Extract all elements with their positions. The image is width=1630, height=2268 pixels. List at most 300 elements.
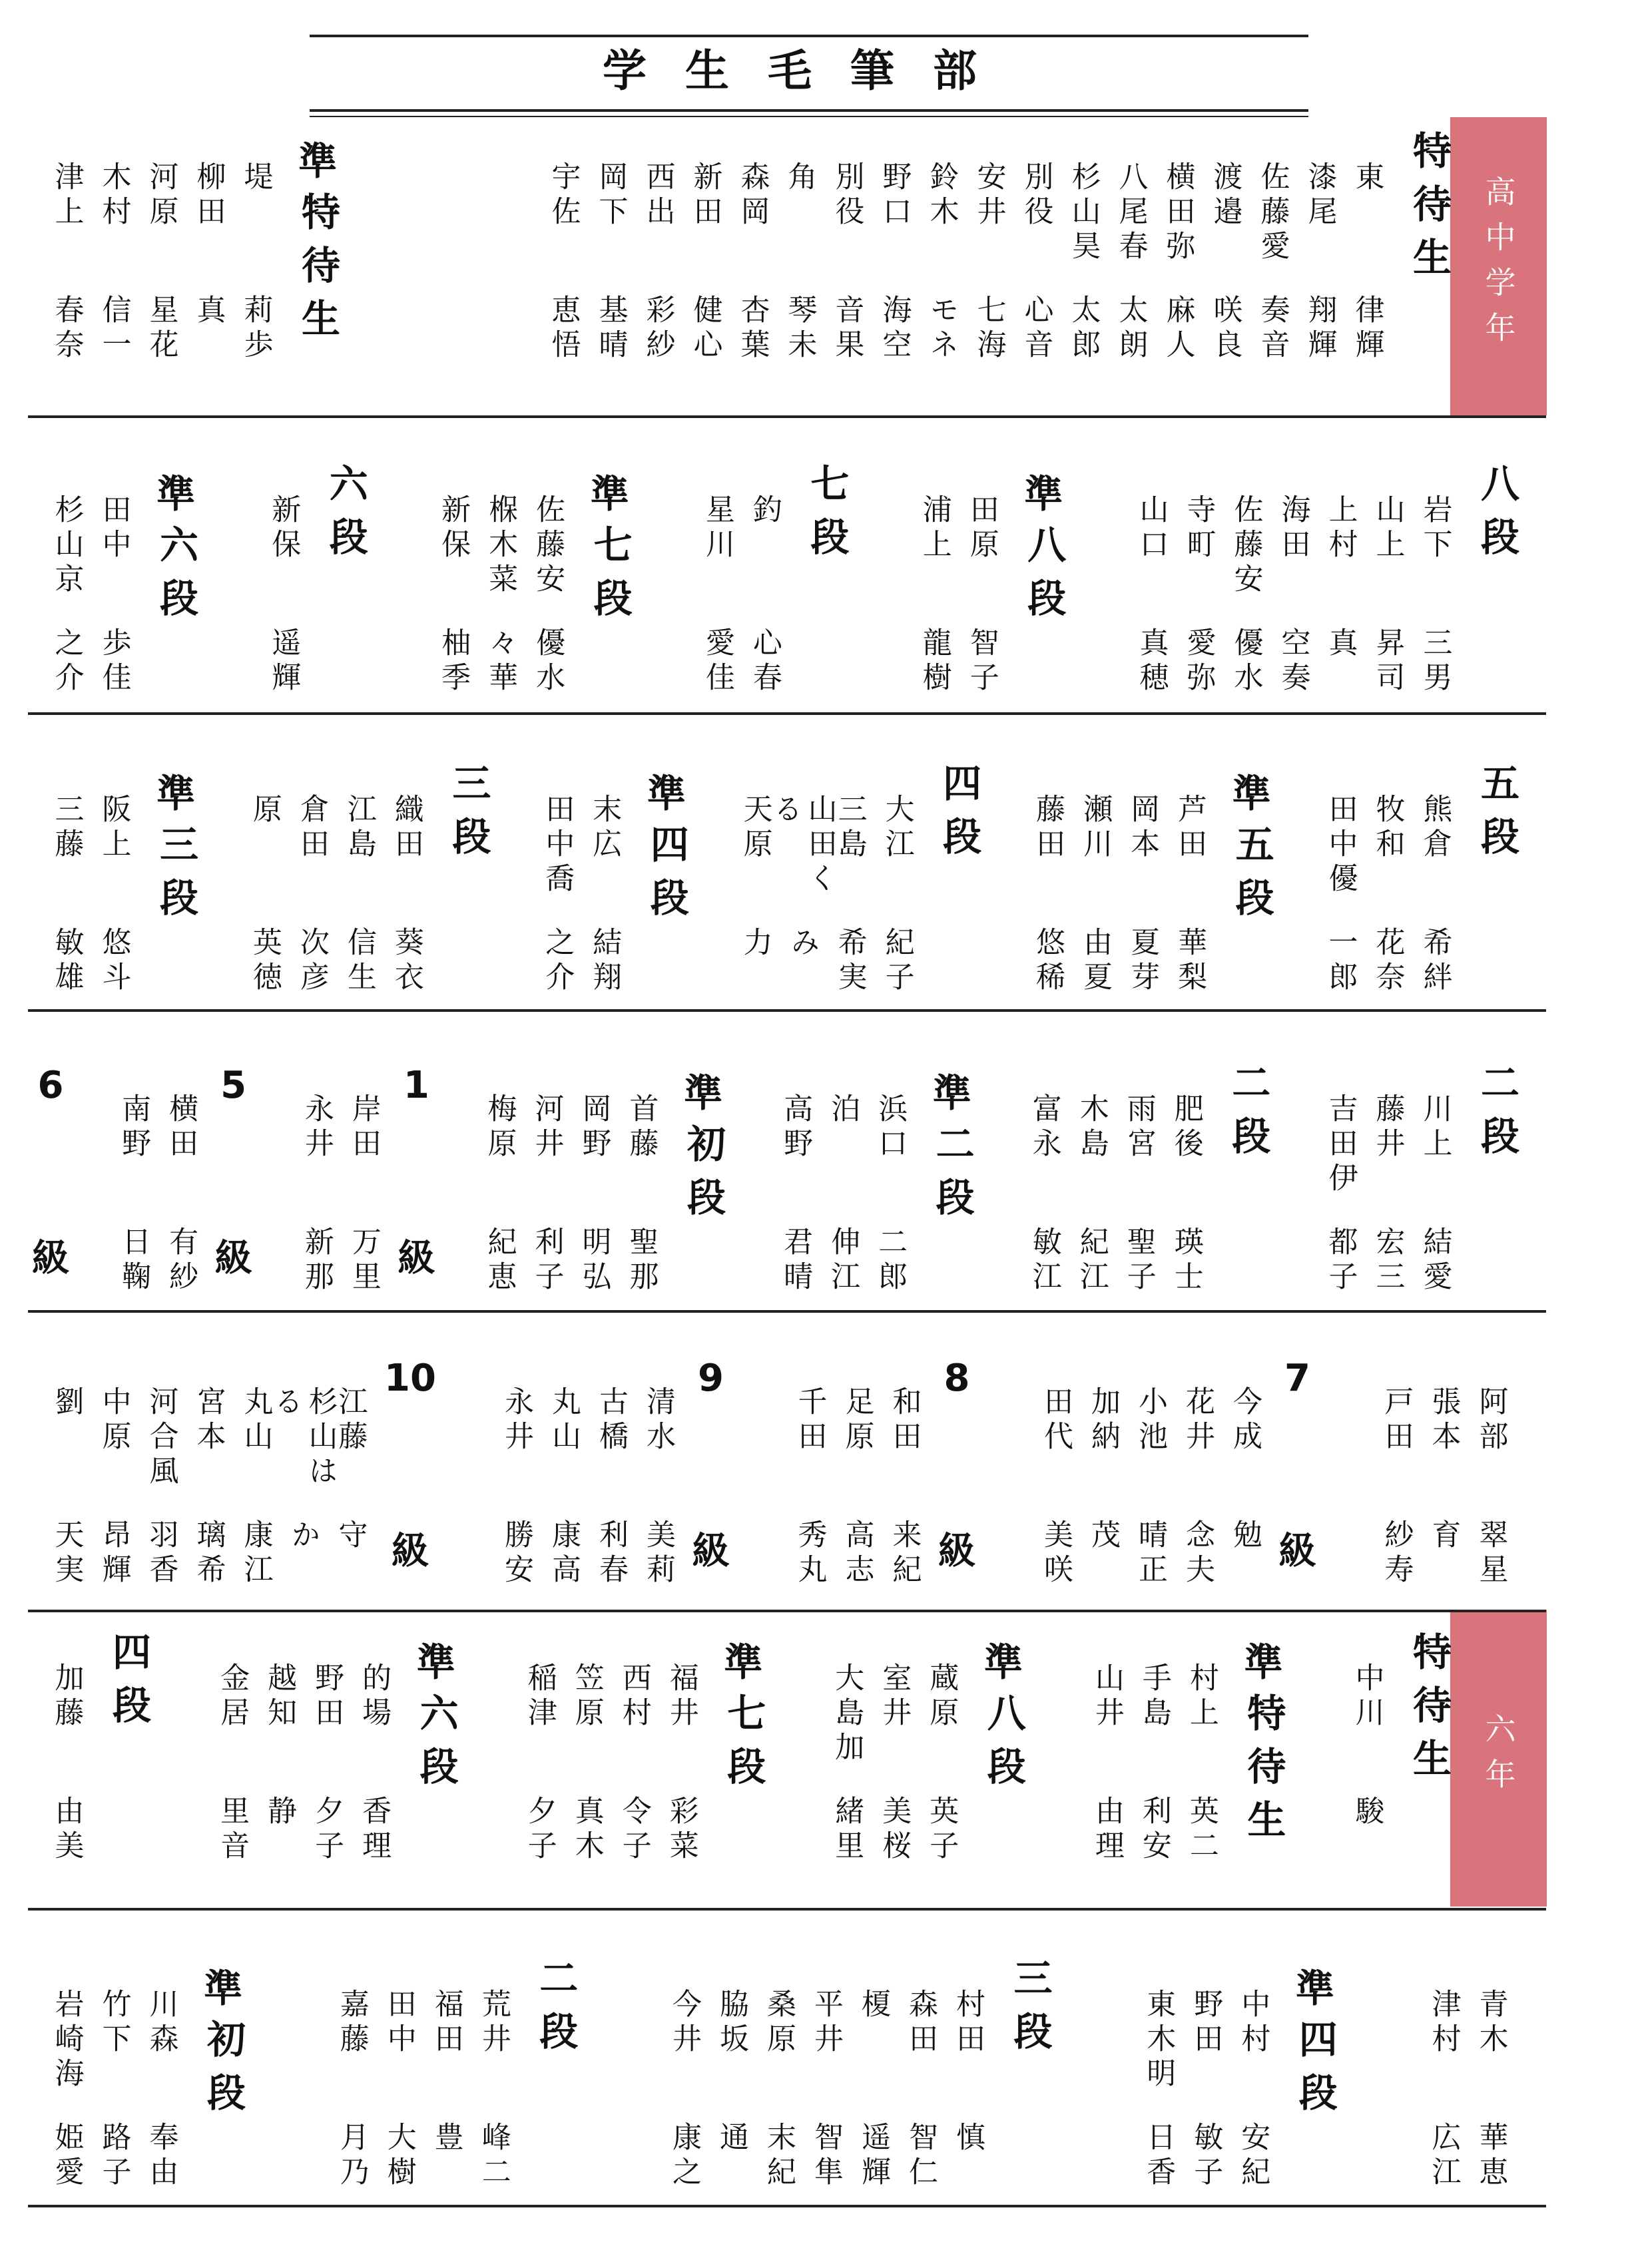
student-name <box>157 1093 204 1295</box>
kyu-label: 級 <box>1278 1530 1316 1573</box>
family-name: 足原 <box>840 1386 874 1455</box>
family-name: 川上 <box>1418 1093 1452 1162</box>
section-divider <box>28 1908 1546 1911</box>
student-name <box>1083 1662 1130 1865</box>
given-name: 々華 <box>483 627 518 696</box>
family-name: 横田弥 <box>1161 161 1195 265</box>
rank-group <box>282 1058 435 1295</box>
given-name: 華恵 <box>1474 2122 1508 2191</box>
family-name: 千田 <box>792 1386 827 1455</box>
name-list <box>515 1628 704 1865</box>
given-name: 康江 <box>238 1519 273 1588</box>
student-name <box>1316 1093 1364 1295</box>
name-list <box>43 1351 374 1588</box>
given-name: 希実 <box>832 927 867 996</box>
rank-group <box>32 759 204 996</box>
given-name: 遥輝 <box>856 2122 890 2191</box>
rank-prefix: 準 <box>416 1640 455 1685</box>
student-name <box>1024 794 1071 996</box>
student-name <box>581 794 628 996</box>
rank-heading <box>675 1058 731 1230</box>
rank-heading <box>715 1628 771 1799</box>
family-name: 高野 <box>778 1093 813 1162</box>
family-name: 梅原 <box>482 1093 517 1162</box>
rank-heading <box>1015 459 1071 631</box>
family-name: 木村 <box>97 161 131 230</box>
family-name: 山田くる <box>768 794 837 897</box>
family-name: 織田 <box>389 794 423 863</box>
given-name: 之介 <box>49 627 84 696</box>
student-name <box>1364 494 1411 696</box>
given-name: 紗寿 <box>1379 1519 1414 1588</box>
given-name: 信生 <box>342 927 376 996</box>
student-name <box>382 794 429 996</box>
family-name: 杉山はる <box>268 1386 338 1490</box>
rank-title: 六段 <box>322 463 368 570</box>
given-name: 咲良 <box>1208 294 1242 363</box>
rank-heading <box>1278 1351 1316 1575</box>
student-name <box>823 161 870 363</box>
given-name: 明弘 <box>577 1226 611 1295</box>
student-name <box>1372 1386 1420 1588</box>
given-name: 由夏 <box>1078 927 1113 996</box>
given-name: 七海 <box>971 294 1006 363</box>
student-name <box>957 494 1005 696</box>
rank-prefix: 準 <box>683 1070 722 1116</box>
given-name: か <box>286 1519 320 1554</box>
student-name <box>1107 161 1154 363</box>
given-name: 太朗 <box>1113 294 1148 363</box>
student-name <box>1364 794 1411 996</box>
student-name <box>823 1662 870 1865</box>
name-list <box>772 1058 914 1295</box>
student-name <box>1067 1093 1115 1295</box>
student-name <box>1130 1662 1177 1865</box>
kyu-label: 級 <box>692 1530 730 1573</box>
family-name: 東木明 <box>1141 1988 1176 2092</box>
rank-heading <box>101 1628 156 1738</box>
rank-group <box>1362 1351 1525 1588</box>
given-name: 夕子 <box>310 1795 344 1865</box>
rank-group <box>650 1954 1058 2191</box>
family-name: 三藤 <box>49 794 84 863</box>
family-name: 富永 <box>1027 1093 1061 1162</box>
name-list <box>539 126 1390 363</box>
name-list <box>1420 1954 1514 2191</box>
family-name: 江島 <box>342 794 376 863</box>
name-list <box>292 1058 387 1295</box>
given-name: 峰二 <box>476 2122 511 2191</box>
student-name <box>1201 161 1248 363</box>
given-name: 育 <box>1426 1519 1461 1554</box>
family-name: 森岡 <box>735 161 770 230</box>
kyu-label: 級 <box>32 1237 69 1280</box>
family-name: 渡邉 <box>1208 161 1242 230</box>
given-name: 真木 <box>569 1795 604 1865</box>
rank-group <box>523 759 694 996</box>
rank-heading <box>582 459 638 631</box>
family-name: 釣 <box>747 494 782 529</box>
given-name: 勝安 <box>499 1519 533 1588</box>
given-name: 夏芽 <box>1125 927 1160 996</box>
given-name: 敏雄 <box>49 927 84 996</box>
rank-heading <box>527 1954 583 2064</box>
student-name <box>661 1988 708 2191</box>
family-name: 末広 <box>587 794 622 863</box>
section-row <box>32 1058 1525 1295</box>
family-name: 倉田 <box>294 794 329 863</box>
rank-heading <box>1220 1058 1276 1169</box>
family-name: 今井 <box>667 1988 701 2058</box>
name-list <box>1024 759 1213 996</box>
given-name: 智隼 <box>809 2122 843 2191</box>
family-name: 山上 <box>1370 494 1405 563</box>
family-name: 藤田 <box>1031 794 1065 863</box>
student-name <box>1420 1386 1467 1588</box>
given-name: 伸江 <box>826 1226 860 1295</box>
name-list <box>43 759 137 996</box>
rank-title: 初段 <box>680 1124 726 1230</box>
student-name <box>515 1662 563 1865</box>
family-name: 田原 <box>964 494 999 563</box>
student-name <box>240 794 288 996</box>
family-name: 熊倉 <box>1418 794 1452 863</box>
rank-group <box>1332 1628 1457 1830</box>
family-name: 阿部 <box>1474 1386 1508 1455</box>
student-name <box>965 161 1012 363</box>
family-name: 椺木菜 <box>483 494 518 598</box>
given-name: 英徳 <box>247 927 282 996</box>
family-name: 荒井 <box>476 1988 511 2058</box>
given-name: 由美 <box>49 1795 84 1865</box>
family-name: 河合風 <box>144 1386 178 1490</box>
family-name: 越知 <box>262 1662 297 1731</box>
name-list <box>1135 1954 1276 2191</box>
family-name: 杉山昊 <box>1066 161 1101 265</box>
student-name <box>43 1988 90 2191</box>
given-name: 星花 <box>144 294 178 363</box>
given-name: 璃希 <box>191 1519 226 1588</box>
given-name: 天実 <box>49 1519 84 1588</box>
student-name <box>326 1386 374 1588</box>
rank-group <box>198 1628 464 1865</box>
rank-heading <box>148 459 204 631</box>
student-name <box>1316 494 1364 696</box>
given-name: 君晴 <box>778 1226 813 1295</box>
given-name: 康之 <box>667 2122 701 2191</box>
rank-group <box>529 126 1457 363</box>
student-name <box>740 494 788 696</box>
family-name: 中村 <box>1236 1988 1270 2058</box>
given-name: 姫愛 <box>49 2122 84 2191</box>
family-name: 野口 <box>877 161 912 230</box>
given-name: 昇司 <box>1370 627 1405 696</box>
kyu-label: 級 <box>214 1237 252 1280</box>
section-divider <box>28 1610 1546 1612</box>
student-name <box>137 1988 184 2191</box>
rank-group <box>249 459 374 696</box>
rank-heading <box>398 1058 435 1282</box>
family-name: 丸山 <box>546 1386 581 1455</box>
given-name: 花奈 <box>1370 927 1405 996</box>
rank-group <box>1306 759 1525 996</box>
section-divider <box>28 1009 1546 1012</box>
name-list <box>492 1351 681 1588</box>
student-name <box>137 1386 184 1588</box>
rank-heading <box>215 1058 252 1282</box>
name-list <box>1031 1351 1268 1588</box>
rank-group <box>465 1058 731 1295</box>
family-name: 室井 <box>877 1662 912 1731</box>
given-name: 都子 <box>1323 1226 1358 1295</box>
given-name: 夕子 <box>522 1795 557 1865</box>
rank-title: 初段 <box>200 2019 246 2126</box>
family-name: 田代 <box>1038 1386 1073 1455</box>
student-name <box>375 1988 422 2191</box>
section-divider <box>28 1310 1546 1313</box>
student-name <box>850 1988 897 2191</box>
name-list <box>533 759 628 996</box>
given-name: 愛佳 <box>700 627 734 696</box>
given-name: 英子 <box>924 1795 959 1865</box>
kyu-number: 7 <box>1284 1357 1310 1400</box>
rank-group <box>775 1351 975 1588</box>
student-name <box>303 1662 350 1865</box>
family-name: 新保 <box>266 494 301 563</box>
family-name: 岩下 <box>1418 494 1452 563</box>
family-name: 福田 <box>429 1988 463 2058</box>
family-name: 野田 <box>310 1662 344 1731</box>
given-name: 利子 <box>529 1226 564 1295</box>
student-name <box>1020 1093 1067 1295</box>
rank-group <box>32 126 346 363</box>
name-list <box>43 126 279 363</box>
student-name <box>1343 161 1390 363</box>
family-name: 安井 <box>971 161 1006 230</box>
given-name: 慎 <box>951 2122 985 2156</box>
name-list <box>1343 1628 1390 1830</box>
rank-title: 八段 <box>980 1693 1026 1799</box>
given-name: 龍樹 <box>917 627 951 696</box>
given-name: 愛弥 <box>1181 627 1216 696</box>
rank-prefix: 準 <box>1295 1966 1334 2011</box>
name-list <box>693 459 788 696</box>
family-name: 小池 <box>1133 1386 1167 1455</box>
given-name: 翔輝 <box>1302 294 1337 363</box>
rank-group <box>1409 1954 1525 2191</box>
given-name: 希絆 <box>1418 927 1452 996</box>
rank-prefix: 準 <box>1244 1640 1283 1685</box>
family-name: 田中 <box>382 1988 416 2058</box>
student-name <box>910 494 957 696</box>
family-name: 新田 <box>688 161 722 230</box>
given-name: 信一 <box>97 294 131 363</box>
rank-title: 三段 <box>153 824 198 931</box>
rank-heading <box>1235 1628 1291 1853</box>
student-name <box>475 1093 523 1295</box>
kyu-label: 級 <box>938 1530 975 1573</box>
family-name: 田中 <box>97 494 131 563</box>
student-name <box>681 161 728 363</box>
given-name: 麻人 <box>1161 294 1195 363</box>
name-list <box>910 459 1005 696</box>
family-name: 雨宮 <box>1121 1093 1156 1162</box>
student-name <box>634 1386 681 1588</box>
family-name: 阪上 <box>97 794 131 863</box>
given-name: み <box>785 927 820 961</box>
given-name: 茂 <box>1085 1519 1120 1554</box>
family-name: 福井 <box>664 1662 698 1731</box>
given-name: 敏子 <box>1189 2122 1223 2191</box>
kyu-number: 6 <box>37 1064 64 1107</box>
given-name: 勉 <box>1227 1519 1262 1554</box>
family-name: 岩崎海 <box>49 1988 84 2092</box>
student-name <box>1127 494 1175 696</box>
given-name: 柚季 <box>436 627 471 696</box>
sixth-grade-tab: 六年 <box>1450 1610 1547 1907</box>
family-name: 加藤 <box>49 1662 84 1731</box>
family-name: 浜口 <box>873 1093 908 1162</box>
student-name <box>802 1988 850 2191</box>
given-name: 日香 <box>1141 2122 1176 2191</box>
student-name <box>617 1093 665 1295</box>
family-name: 森田 <box>904 1988 938 2058</box>
rank-group <box>32 1351 436 1588</box>
rank-title: 六段 <box>153 525 198 631</box>
name-list <box>1020 1058 1209 1295</box>
student-name <box>1343 1662 1390 1830</box>
name-list <box>1083 1628 1224 1865</box>
family-name: 杉山京 <box>49 494 84 598</box>
rank-heading <box>1469 1058 1525 1169</box>
name-list <box>475 1058 665 1295</box>
student-name <box>880 1386 928 1588</box>
rank-title: 二段 <box>533 1958 579 2064</box>
family-name: 岡下 <box>593 161 628 230</box>
given-name: 真 <box>1323 627 1358 662</box>
rank-group <box>761 1058 980 1295</box>
rank-prefix: 準 <box>590 471 629 517</box>
family-name: 加納 <box>1085 1386 1120 1455</box>
family-name: 東 <box>1350 161 1384 196</box>
student-name <box>90 794 137 996</box>
student-name <box>1119 794 1166 996</box>
family-name: 山井 <box>1089 1662 1124 1731</box>
family-name: 泊 <box>826 1093 860 1128</box>
rank-heading <box>975 1628 1031 1799</box>
student-name <box>873 794 920 996</box>
student-name <box>1031 1386 1079 1588</box>
given-name: 優水 <box>1228 627 1263 696</box>
family-name: 手島 <box>1137 1662 1171 1731</box>
student-name <box>772 1093 819 1295</box>
family-name: 上村 <box>1323 494 1358 563</box>
given-name: 太郎 <box>1066 294 1101 363</box>
student-name <box>1467 1386 1514 1588</box>
rank-title: 二段 <box>929 1124 975 1230</box>
student-name <box>539 1386 587 1588</box>
given-name: 香理 <box>357 1795 392 1865</box>
rank-group <box>1117 459 1525 696</box>
family-name: 劉 <box>49 1386 84 1421</box>
family-name: 丸山 <box>238 1386 273 1455</box>
given-name: 遥輝 <box>266 627 301 696</box>
student-name <box>523 1093 570 1295</box>
given-name: 聖那 <box>624 1226 659 1295</box>
rank-title: 特待生 <box>1240 1693 1286 1853</box>
given-name: 昂輝 <box>97 1519 131 1588</box>
rank-heading <box>924 1058 980 1230</box>
family-name: 平井 <box>809 1988 843 2058</box>
family-name: 芦田 <box>1173 794 1207 863</box>
given-name: 基晴 <box>593 294 628 363</box>
rank-group <box>481 1351 729 1588</box>
student-name <box>755 1988 802 2191</box>
family-name: 河原 <box>144 161 178 230</box>
given-name: 豊 <box>429 2122 463 2156</box>
rank-prefix: 準 <box>203 1966 242 2011</box>
name-list <box>1127 459 1458 696</box>
rank-title: 四段 <box>936 763 982 869</box>
family-name: 岸田 <box>346 1093 381 1162</box>
kyu-number: 5 <box>220 1064 247 1107</box>
rank-group <box>682 459 854 696</box>
family-name: 野田 <box>1189 1988 1223 2058</box>
student-name <box>1115 1093 1162 1295</box>
rank-heading <box>1002 1954 1058 2064</box>
student-name <box>256 1662 303 1865</box>
student-name <box>728 161 776 363</box>
given-name: 優水 <box>531 627 565 696</box>
student-name <box>477 494 524 696</box>
name-list <box>429 459 571 696</box>
student-name <box>786 1386 833 1588</box>
rank-group <box>99 1058 252 1295</box>
given-name: 末紀 <box>762 2122 796 2191</box>
family-name: 木島 <box>1074 1093 1109 1162</box>
family-name: 吉田伊 <box>1323 1093 1358 1197</box>
name-list <box>260 459 307 696</box>
family-name: 八尾春 <box>1113 161 1148 265</box>
student-name <box>1177 1662 1224 1865</box>
student-name <box>268 1386 338 1588</box>
student-name <box>1173 1386 1221 1588</box>
student-name <box>776 161 823 363</box>
name-list <box>240 759 429 996</box>
student-name <box>335 794 382 996</box>
given-name: 新那 <box>299 1226 334 1295</box>
rank-heading <box>148 759 204 931</box>
given-name: 力 <box>738 927 772 961</box>
family-name: 佐藤愛 <box>1255 161 1290 265</box>
name-list <box>1316 1058 1458 1295</box>
given-name: 里音 <box>215 1795 250 1865</box>
student-name <box>587 1386 634 1588</box>
family-name: 原 <box>247 794 282 828</box>
given-name: 美咲 <box>1038 1519 1073 1588</box>
rank-group <box>32 1628 156 1865</box>
rank-title: 四段 <box>643 824 689 931</box>
given-name: 彩紗 <box>641 294 675 363</box>
family-name: 稲津 <box>522 1662 557 1731</box>
family-name: 金居 <box>215 1662 250 1731</box>
rank-title: 特待生 <box>295 192 340 351</box>
student-name <box>1229 1988 1276 2191</box>
student-name <box>1182 1988 1229 2191</box>
student-name <box>232 161 279 363</box>
family-name: 蔵原 <box>924 1662 959 1731</box>
name-list <box>661 1954 991 2191</box>
